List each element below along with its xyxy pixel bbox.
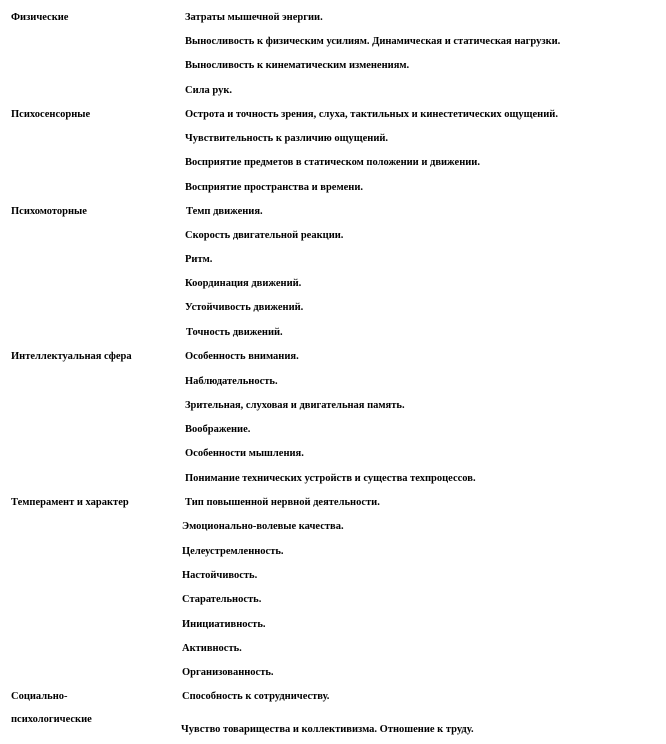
category-psychosensory: Психосенсорные <box>11 109 91 120</box>
list-item: Выносливость к кинематическим изменениям. <box>185 60 410 71</box>
list-item: Сила рук. <box>185 85 233 96</box>
list-item: Чувствительность к различию ощущений. <box>185 133 389 144</box>
list-item: Воображение. <box>185 424 251 435</box>
list-item: Выносливость к физическим усилиям. Динамическая и статическая нагрузки. <box>185 36 561 47</box>
list-item: Тип повышенной нервной деятельности. <box>185 497 380 508</box>
list-item: Понимание технических устройств и существа техпроцессов. <box>185 473 476 484</box>
list-item: Восприятие предметов в статическом положении и движении. <box>185 157 480 168</box>
list-item: Особенности мышления. <box>185 448 304 459</box>
list-item: Целеустремленность. <box>182 546 284 557</box>
list-item: Эмоционально-волевые качества. <box>182 521 344 532</box>
list-item: Настойчивость. <box>182 570 258 581</box>
list-item: Инициативность. <box>182 619 266 630</box>
list-item: Скорость двигательной реакции. <box>185 230 344 241</box>
category-sociopsychological-line2: психологические <box>11 714 92 725</box>
list-item: Точность движений. <box>186 327 283 338</box>
list-item: Острота и точность зрения, слуха, тактильных и кинестетических ощущений. <box>185 109 558 120</box>
list-item: Координация движений. <box>185 278 302 289</box>
category-intellectual: Интеллектуальная сфера <box>11 351 132 362</box>
category-psychomotor: Психомоторные <box>11 206 87 217</box>
list-item: Чувство товарищества и коллективизма. Отношение к труду. <box>181 724 474 735</box>
list-item: Активность. <box>182 643 242 654</box>
category-temperament: Темперамент и характер <box>11 497 129 508</box>
list-item: Организованность. <box>182 667 274 678</box>
list-item: Зрительная, слуховая и двигательная память. <box>185 400 405 411</box>
list-item: Наблюдательность. <box>185 376 278 387</box>
category-physical: Физические <box>11 12 69 23</box>
list-item: Ритм. <box>185 254 213 265</box>
list-item: Особенность внимания. <box>185 351 299 362</box>
list-item: Устойчивость движений. <box>185 302 304 313</box>
list-item: Способность к сотрудничеству. <box>182 691 330 702</box>
list-item: Темп движения. <box>186 206 263 217</box>
list-item: Восприятие пространства и времени. <box>185 182 363 193</box>
category-sociopsychological-line1: Социально- <box>11 691 68 702</box>
list-item: Затраты мышечной энергии. <box>185 12 323 23</box>
list-item: Старательность. <box>182 594 262 605</box>
